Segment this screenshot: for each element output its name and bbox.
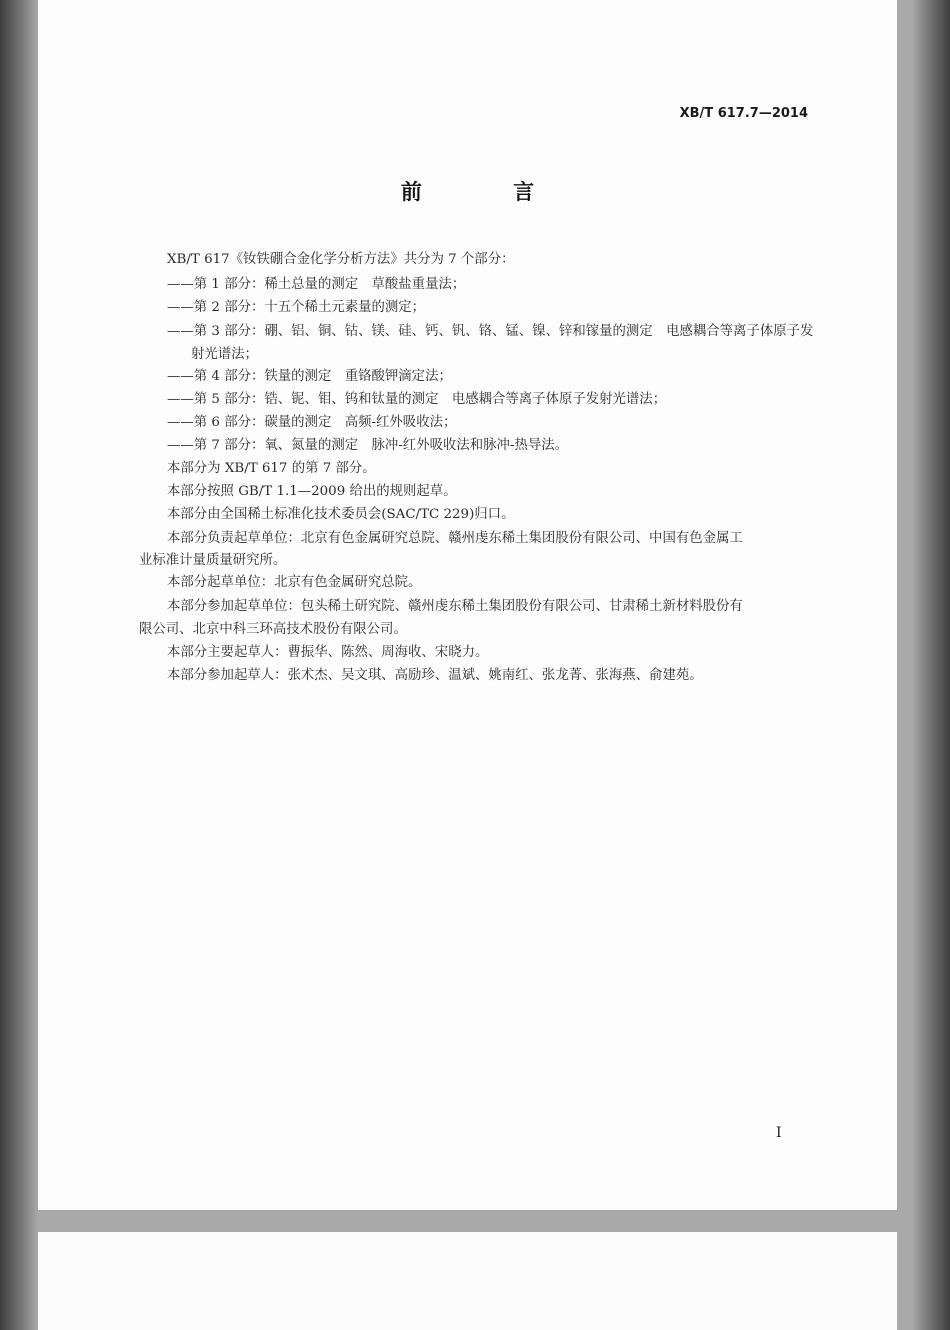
- paragraph-continuation: 业标准计量质量研究所。: [139, 553, 287, 568]
- intro-line: XB/T 617《钕铁硼合金化学分析方法》共分为 7 个部分：: [167, 252, 515, 267]
- paragraph: 本部分按照 GB/T 1.1—2009 给出的规则起草。: [167, 484, 457, 499]
- part-item-continuation: 射光谱法；: [191, 347, 258, 362]
- part-item: ——第 4 部分：铁量的测定 重铬酸钾滴定法；: [167, 369, 452, 384]
- part-item: ——第 1 部分：稀土总量的测定 草酸盐重量法；: [167, 277, 466, 292]
- standard-code: XB/T 617.7—2014: [679, 106, 808, 121]
- next-page: [38, 1232, 897, 1330]
- paragraph: 本部分负责起草单位：北京有色金属研究总院、赣州虔东稀土集团股份有限公司、中国有色金属工: [167, 531, 743, 546]
- paragraph-continuation: 限公司、北京中科三环高技术股份有限公司。: [139, 622, 407, 637]
- paragraph: 本部分为 XB/T 617 的第 7 部分。: [167, 461, 376, 476]
- part-item: ——第 7 部分：氧、氮量的测定 脉冲-红外吸收法和脉冲-热导法。: [167, 438, 569, 453]
- part-item: ——第 2 部分：十五个稀土元素量的测定；: [167, 300, 426, 315]
- paragraph: 本部分参加起草单位：包头稀土研究院、赣州虔东稀土集团股份有限公司、甘肃稀土新材料股份有: [167, 599, 743, 614]
- part-item: ——第 6 部分：碳量的测定 高频-红外吸收法；: [167, 415, 457, 430]
- part-item: ——第 3 部分：硼、铝、铜、钴、镁、硅、钙、钒、铬、锰、镍、锌和镓量的测定 电感耦合等离子体原子发: [167, 324, 814, 339]
- paragraph: 本部分由全国稀土标准化技术委员会(SAC/TC 229)归口。: [167, 507, 515, 522]
- paragraph: 本部分起草单位：北京有色金属研究总院。: [167, 575, 422, 590]
- page-title: 前 言: [400, 180, 577, 204]
- paragraph: 本部分参加起草人：张术杰、吴文琪、高励珍、温斌、姚南红、张龙菁、张海燕、俞建苑。: [167, 668, 703, 683]
- paragraph: 本部分主要起草人：曹振华、陈然、周海收、宋晓力。: [167, 645, 489, 660]
- page-number: I: [776, 1125, 782, 1141]
- part-item: ——第 5 部分：锆、铌、钼、钨和钛量的测定 电感耦合等离子体原子发射光谱法；: [167, 392, 667, 407]
- document-page: [38, 0, 897, 1210]
